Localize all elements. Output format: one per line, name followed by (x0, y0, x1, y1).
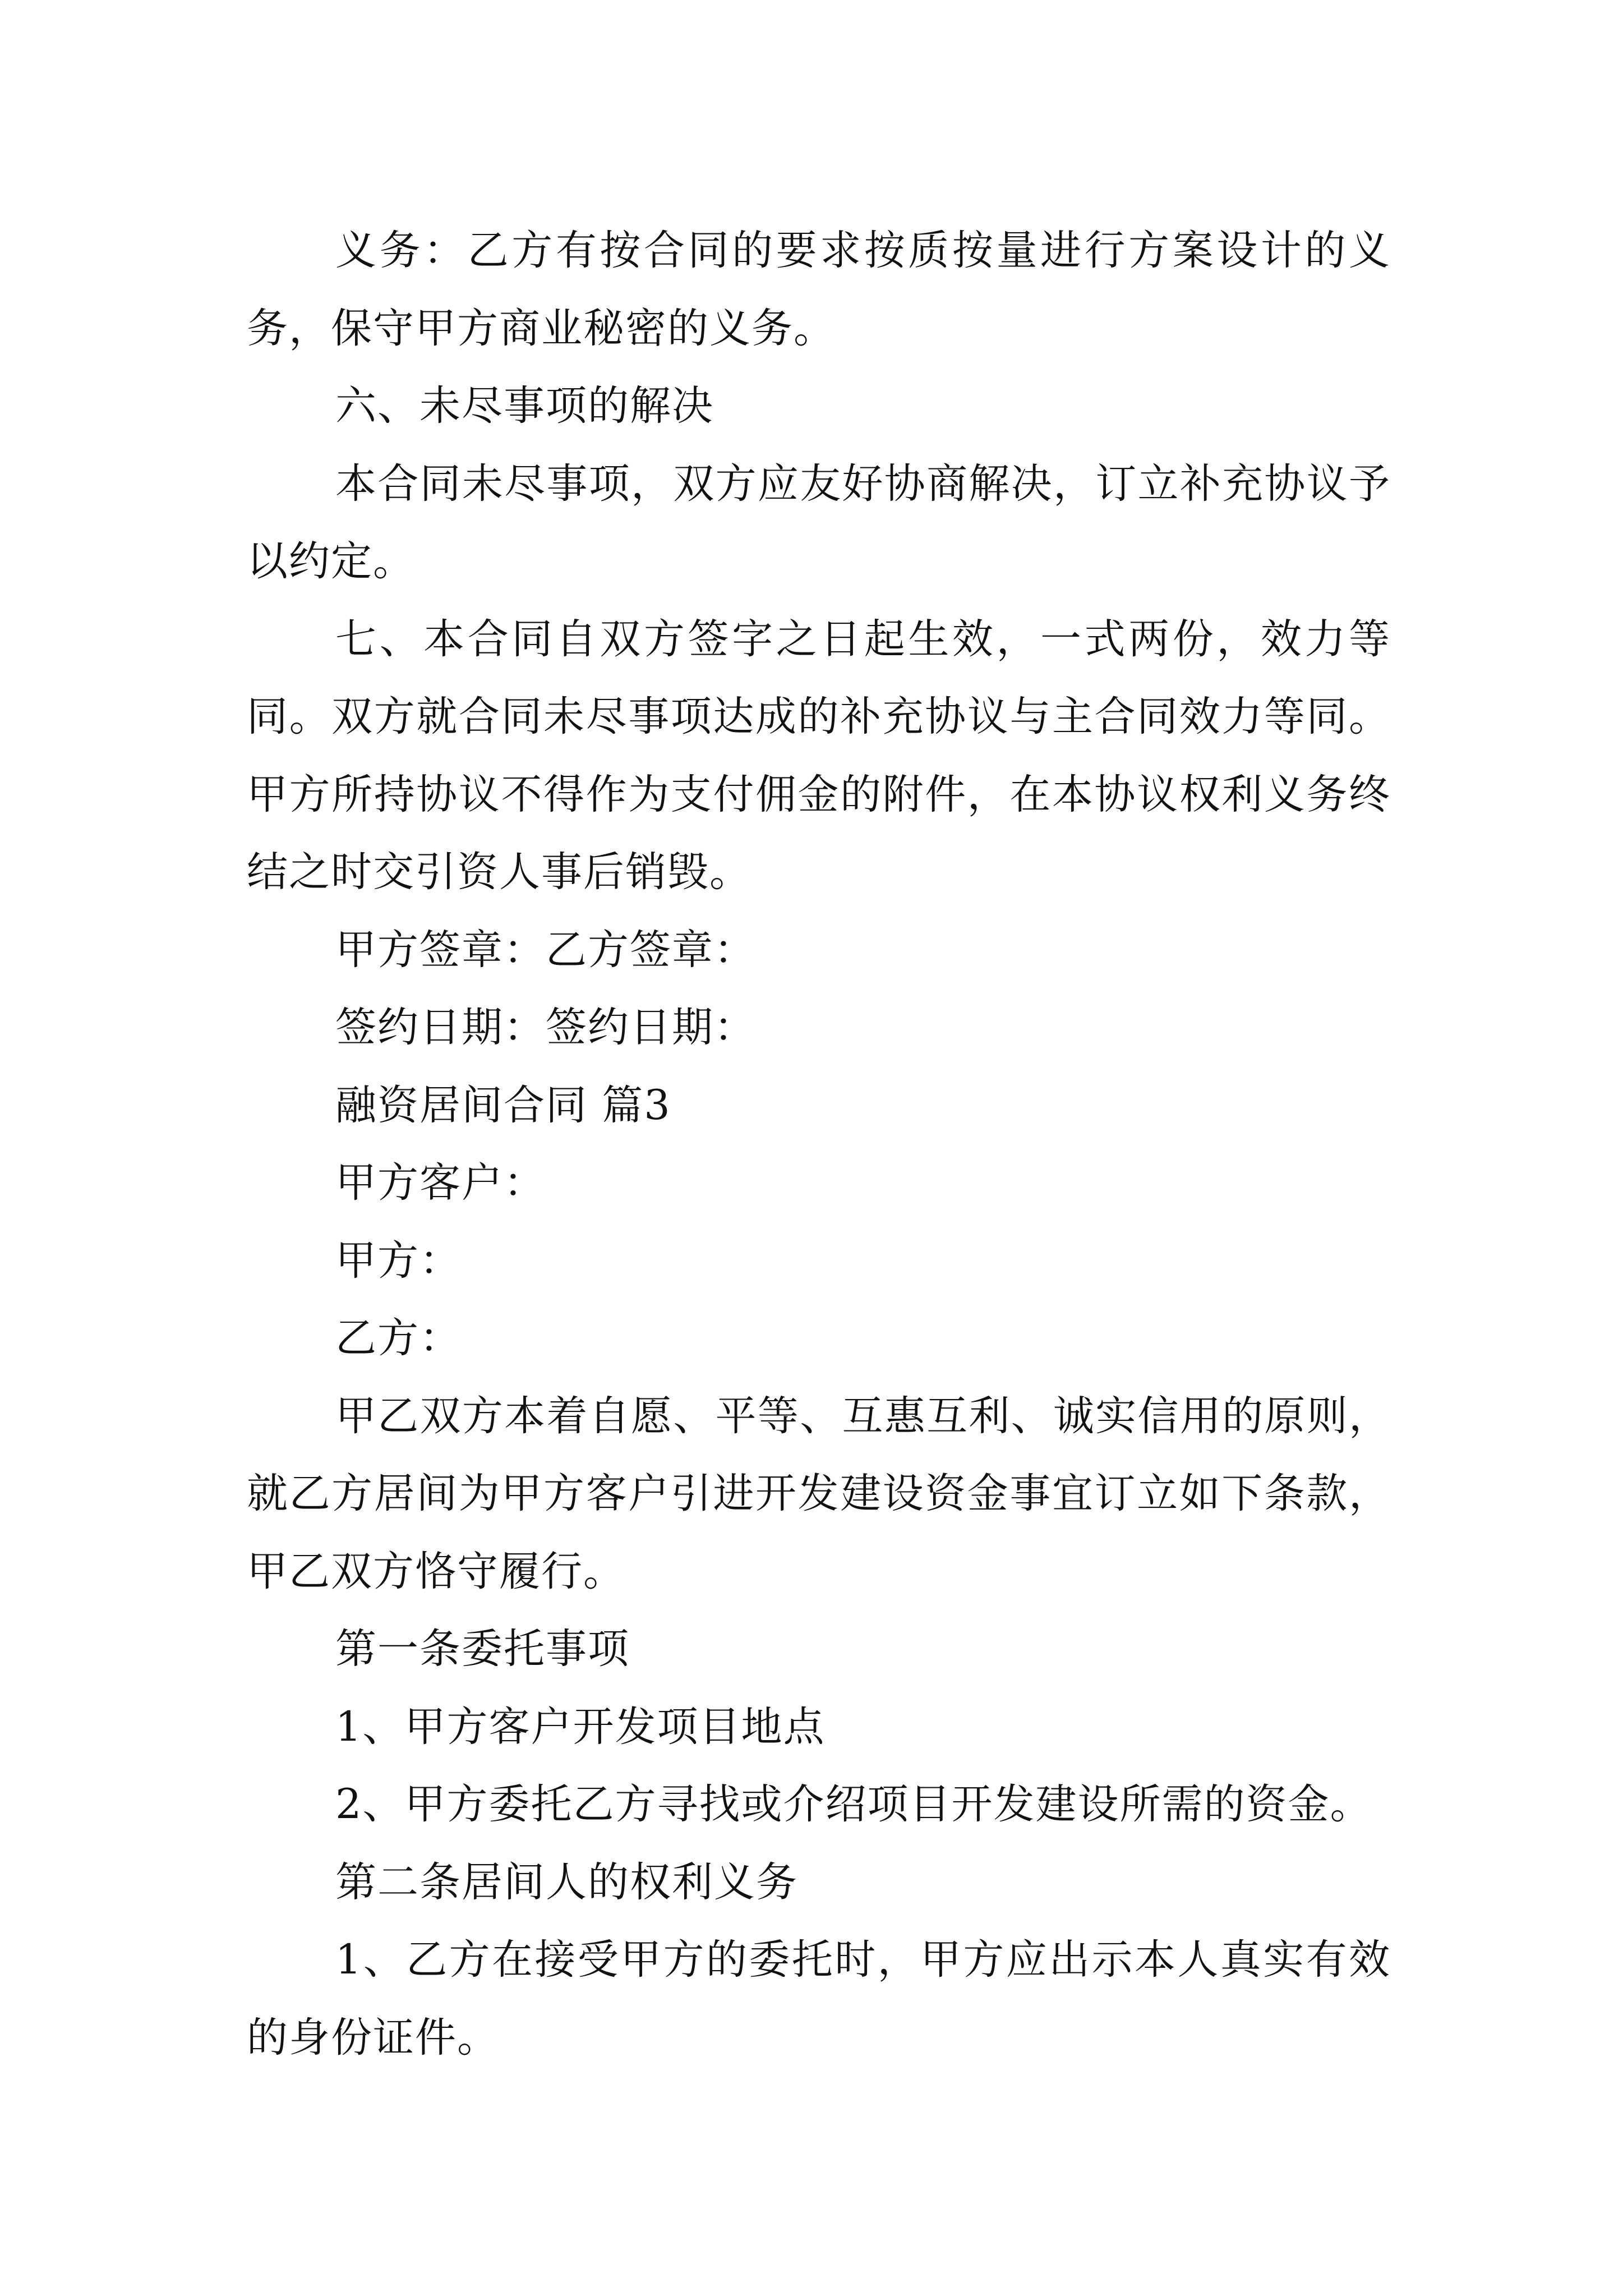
paragraph-party-b: 乙方： (335, 1314, 462, 1362)
paragraph-article-1-item-2: 2、甲方委托乙方寻找或介绍项目开发建设所需的资金。 (335, 1780, 1372, 1828)
paragraph-article-1-item-1: 1、甲方客户开发项目地点 (335, 1703, 826, 1751)
section-title: 融资居间合同 篇3 (335, 1081, 671, 1129)
paragraph-party-a-client: 甲方客户： (335, 1159, 546, 1207)
paragraph-signing-dates: 签约日期：签约日期： (335, 1004, 756, 1051)
paragraph-party-a: 甲方： (335, 1236, 462, 1285)
paragraph-obligations: 义务：乙方有按合同的要求按质按量进行方案设计的义务，保守甲方商业秘密的义务。 (247, 227, 1391, 352)
paragraph-effectiveness: 七、本合同自双方签字之日起生效，一式两份，效力等同。双方就合同未尽事项达成的补充协议与主合同效力等同。甲方所持协议不得作为支付佣金的附件，在本协议权利义务终结之时交引资人事后销毁。 (247, 615, 1391, 896)
paragraph-heading-unresolved-matters: 六、未尽事项的解决 (335, 382, 714, 430)
paragraph-unresolved-matters: 本合同未尽事项，双方应友好协商解决，订立补充协议予以约定。 (247, 459, 1391, 585)
paragraph-principles: 甲乙双方本着自愿、平等、互惠互利、诚实信用的原则，就乙方居间为甲方客户引进开发建设资金事宜订立如下条款，甲乙双方恪守履行。 (247, 1392, 1391, 1595)
paragraph-signatures: 甲方签章：乙方签章： (335, 926, 756, 974)
document-body (247, 212, 1391, 2077)
paragraph-article-2-heading: 第二条居间人的权利义务 (335, 1858, 798, 1906)
paragraph-article-2-item-1: 1、乙方在接受甲方的委托时，甲方应出示本人真实有效的身份证件。 (247, 1936, 1391, 2062)
paragraph-article-1-heading: 第一条委托事项 (335, 1625, 630, 1673)
